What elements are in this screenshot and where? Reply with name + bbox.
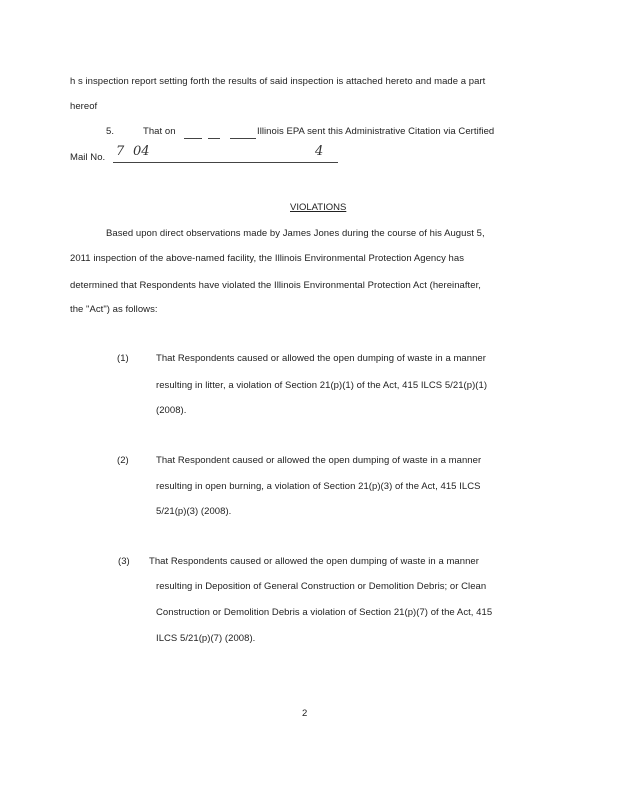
date-blank-year (230, 138, 256, 139)
violations-heading: VIOLATIONS (290, 202, 347, 213)
handwritten-mark-2: 04 (133, 144, 150, 159)
violation-3-line-2: resulting in Deposition of General Construction or Demolition Debris; or Clean (156, 581, 487, 592)
mail-number-blank (113, 162, 338, 163)
violation-3-number: (3) (118, 556, 130, 567)
handwritten-mark-1: 7 (116, 144, 125, 159)
date-blank-month (184, 138, 202, 139)
intro-line-4: the "Act") as follows: (70, 304, 158, 315)
para5-text-b: Illinois EPA sent this Administrative Citation via Certified (257, 126, 495, 137)
date-blank-day (208, 138, 220, 139)
page-number: 2 (302, 708, 308, 719)
violation-2-number: (2) (117, 455, 129, 466)
para5-text-c: Mail No. (70, 152, 106, 163)
violation-3-line-4: ILCS 5/21(p)(7) (2008). (156, 633, 256, 644)
violation-3-line-3: Construction or Demolition Debris a violation of Section 21(p)(7) of the Act, 415 (156, 607, 493, 618)
continuation-line-1: h s inspection report setting forth the results of said inspection is attached hereto and made a part (70, 76, 486, 87)
intro-line-2: 2011 inspection of the above-named facility, the Illinois Environmental Protection Agency has (70, 253, 465, 264)
para5-number: 5. (106, 126, 115, 137)
para5-text-a: That on (143, 126, 176, 137)
violation-1-line-1: That Respondents caused or allowed the open dumping of waste in a manner (156, 353, 486, 364)
violation-1-line-3: (2008). (156, 405, 187, 416)
continuation-line-2: hereof (70, 101, 98, 112)
intro-line-1: Based upon direct observations made by James Jones during the course of his August 5, (106, 228, 485, 239)
violation-2-line-3: 5/21(p)(3) (2008). (156, 506, 232, 517)
violation-2-line-2: resulting in open burning, a violation of Section 21(p)(3) of the Act, 415 ILCS (156, 481, 481, 492)
violation-3-line-1: That Respondents caused or allowed the open dumping of waste in a manner (149, 556, 479, 567)
violation-1-line-2: resulting in litter, a violation of Section 21(p)(1) of the Act, 415 ILCS 5/21(p)(1) (156, 380, 488, 391)
violation-2-line-1: That Respondent caused or allowed the open dumping of waste in a manner (156, 455, 482, 466)
handwritten-mark-3: 4 (315, 144, 324, 159)
violation-1-number: (1) (117, 353, 129, 364)
intro-line-3: determined that Respondents have violated the Illinois Environmental Protection Act (hereinafter, (70, 280, 481, 291)
